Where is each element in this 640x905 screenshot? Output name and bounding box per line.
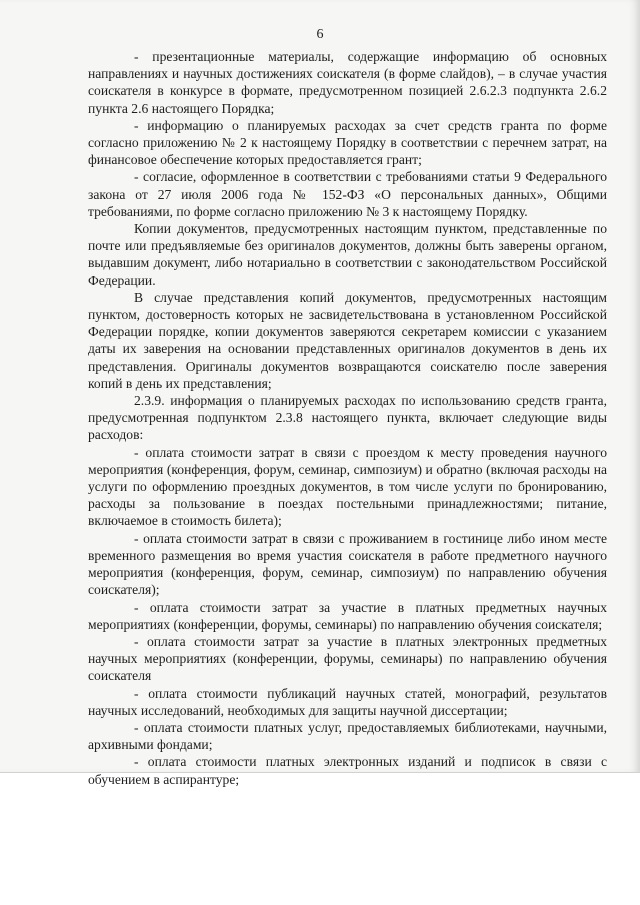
- paragraph-personal-data-consent: - согласие, оформленное в соответствии с требованиями статьи 9 Федерального закона от 27 июля 2006 года № 152-ФЗ «О персональных данных», Общими требованиями, по форме согласно приложению № 3 к настоящему Порядку.: [88, 169, 607, 219]
- paragraph-2-3-9: 2.3.9. информация о планируемых расходах по использованию средств гранта, предусмотренная подпунктом 2.3.8 настоящего пункта, включает следующие виды расходов:: [88, 393, 607, 443]
- paragraph-document-copies: Копии документов, предусмотренных настоящим пунктом, представленные по почте или предъявляемые без оригиналов документов, должны быть заверены органом, выдавшим документ, либо нотариально в соответствии с законодательством Российской Федерации.: [88, 221, 607, 288]
- paragraph-planned-expenses-info: - информацию о планируемых расходах за счет средств гранта по форме согласно приложению № 2 к настоящему Порядку в соответствии с перечнем затрат, на финансовое обеспечение которых предоставляется грант;: [88, 117, 607, 168]
- paragraph-copies-certification: В случае представления копий документов, предусмотренных настоящим пунктом, достоверность которых не засвидетельствована в установленном Российской Федерации порядке, копии документов заверяются секретарем комиссии с указанием даты их заверения на основании представленных оригиналов документов в день их представления. Оригиналы документов возвращаются соискателю после заверения копий в день их представления;: [88, 289, 607, 391]
- paragraph-presentation-materials: - презентационные материалы, содержащие информацию об основных направлениях и научных достижениях соискателя (в форме слайдов), – в случае участия соискателя в конкурсе в формате, предусмотренном позицией 2.6.2.3 подпункта 2.6.2 пункта 2.6 настоящего Порядка;: [88, 49, 607, 116]
- paragraph-publications: - оплата стоимости публикаций научных статей, монографий, результатов научных исследований, необходимых для защиты научной диссертации;: [88, 685, 607, 718]
- paragraph-electronic-subscriptions: - оплата стоимости платных электронных изданий и подписок в связи с обучением в аспирантуре;: [88, 754, 607, 787]
- paragraph-accommodation-costs: - оплата стоимости затрат в связи с проживанием в гостинице либо ином месте временного размещения во время участия соискателя в работе предметного научного мероприятия (конференция, форум, семинар, симпозиум) по направлению обучения соискателя);: [88, 530, 607, 598]
- document-body: [88, 48, 607, 788]
- paragraph-paid-electronic-events: - оплата стоимости затрат за участие в платных электронных предметных научных мероприятиях (конференции, форумы, семинары) по направлению обучения соискателя: [88, 633, 607, 684]
- paragraph-paid-events: - оплата стоимости затрат за участие в платных предметных научных мероприятиях (конференции, форумы, семинары) по направлению обучения соискателя;: [88, 599, 607, 632]
- paragraph-library-services: - оплата стоимости платных услуг, предоставляемых библиотеками, научными, архивными фондами;: [88, 719, 607, 753]
- page-number: 6: [316, 27, 324, 42]
- paragraph-travel-costs: - оплата стоимости затрат в связи с проездом к месту проведения научного мероприятия (конференция, форум, семинар, симпозиум) и обратно (включая расходы на услуги по оформлению проездных документов, в том числе услуги по бронированию, расходы за пользование в поездах постельными принадлежностями; питание, включаемое в стоимость билета);: [88, 444, 607, 529]
